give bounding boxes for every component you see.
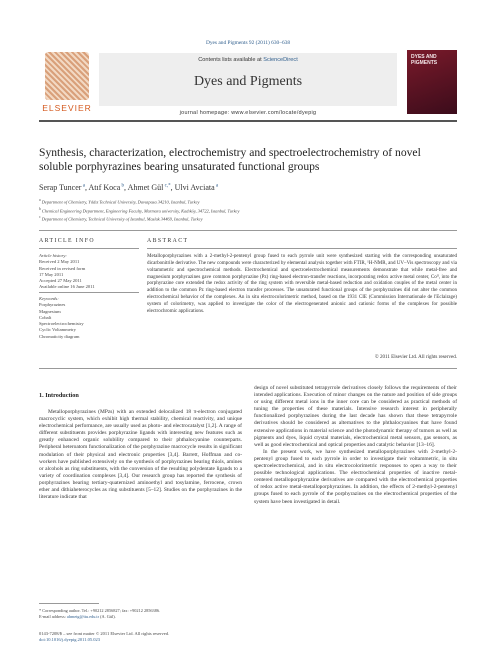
email-line — [39, 614, 242, 620]
author-name[interactable]: , Ulvi Avciata — [170, 183, 215, 192]
email-label: E-mail address: — [39, 614, 67, 619]
abstract-bottom-divider — [39, 368, 457, 369]
affiliation-text: Department of Chemistry, Yıldız Technical University, Davutpasa 34210, Istanbul, Turkey — [40, 199, 200, 205]
affiliation-mark: a — [39, 198, 41, 202]
title-divider — [39, 230, 457, 231]
journal-banner — [99, 53, 397, 106]
body-column-left — [39, 409, 242, 501]
author-affil-mark: b — [120, 183, 125, 189]
affiliation-mark: b — [39, 206, 41, 211]
author-name[interactable]: , Atıf Koca — [84, 183, 121, 192]
affiliation-mark: c — [39, 215, 41, 220]
history-line: Received in revised form — [39, 265, 86, 271]
article-history-heading: Article history: — [39, 253, 67, 258]
author-list — [39, 183, 457, 192]
header-divider — [39, 120, 457, 122]
affiliation-text: Chemical Engineering Department, Engineering Faculty, Marmara university, Kadıköy, 34722, Istanbul, Turkey — [40, 208, 240, 214]
journal-masthead — [39, 50, 457, 116]
elsevier-logo — [39, 50, 95, 116]
history-line: Available online 16 June 2011 — [39, 284, 95, 290]
keyword: Magnesium — [39, 308, 61, 314]
affiliation — [39, 197, 457, 206]
keywords — [39, 296, 139, 340]
section-heading: 1. Introduction — [39, 392, 79, 399]
body-paragraph: design of novel substituted tetrapyrrole derivatives closely follows the requirements of their intended applications. Execution of minor changes on the nature and position of side groups or using different metal ions in the inner core can be considered as practical methods of tuning the properties of these materials. Intensive research interest in peripherally functionalized porphyrazines during the last decade has shown that these tetrapyrrole derivatives should be considered as alternatives to the phthalocyanines that have found extensive applications in material science and the photodynamic therapy of tumors as well as pigments and dyes, liquid crystal materials, electrochemical metal sensors, gas sensors, as well as good electrochemical and optical properties and catalytic behavior [13–16]. — [254, 385, 457, 448]
issn-line: 0143-7208/$ – see front matter © 2011 Elsevier Ltd. All rights reserved. — [39, 631, 170, 636]
abstract-label: ABSTRACT — [147, 238, 189, 244]
author-name[interactable]: , Ahmet Gül — [124, 183, 164, 192]
contents-prefix: Contents lists available at — [198, 57, 264, 63]
article-info-divider — [39, 248, 139, 249]
author-affil-mark: a — [214, 183, 219, 189]
keyword: Porphyrazines — [39, 302, 66, 308]
affiliation — [39, 214, 457, 223]
body-paragraph: Metalloporphyrazines (MPzs) with an extended delocalized 18 π-electron conjugated macrocyclic system, which exhibit high thermal stability, chemical reactivity, and unique electrochemical performance, are usually used as photo- and electrocatalyst [1,2]. A range of different substituents provides porphyrazine ligands with interesting new features such as greatly enhanced organic solubility compared to their phthalocyanine counterparts. Peripheral heteroatom functionalization of the porphyrazine macrocycle results in significant modulation of their physical and electronic properties [3,4]. Barrett, Hoffman and co-workers have published extensively on the synthesis of porphyrazines bearing thiols, amines or alcohols as ring substituents, with the conversion of the resulting polydentate ligands to a variety of coordination complexes [3,4]. Our research group has reported the synthesis of porphyrazines bearing tertiary-quaternized aminoethyl and tosylamine, ferrocene, crown ether and dithiaheterocycles as ring substituents [5–12]. Studies on the porphyrazines in the literature indicate that — [39, 409, 242, 501]
publisher-name: ELSEVIER — [42, 103, 92, 113]
keyword: Spectroelectrochemistry — [39, 321, 84, 327]
elsevier-tree-icon — [45, 52, 89, 100]
journal-title: Dyes and Pigments — [193, 74, 303, 89]
abstract-copyright: © 2011 Elsevier Ltd. All rights reserved. — [374, 354, 457, 360]
body-column-right — [254, 385, 457, 506]
email-suffix: (A. Gül). — [99, 614, 116, 619]
corresponding-author-footnote — [39, 608, 242, 620]
body-paragraph: In the present work, we have synthesized metalloporphyrazines with 2-methyl-2-pentenyl group fused to each pyrrole in order to investigate their voltammetric, in situ spectroelectrochemical, and in situ electrocolorimetric responses to open a way to their possible technological applications. The electrochemical properties of inactive metal-centered metalloporphyrazine derivatives are compared with the electrochemical properties of redox active metal-metalloporphyrazines. In addition, the effects of 2-methyl-2-pentenyl groups fused to each pyrrole of the porphyrazines on the electrochemical properties of the system have been investigated in detail. — [254, 448, 457, 505]
author-affil-mark: c,* — [163, 183, 171, 189]
contents-availability — [99, 57, 397, 63]
article-history — [39, 253, 139, 291]
cover-title: DYES AND PIGMENTS — [411, 54, 438, 66]
author-affil-mark: a — [81, 183, 85, 189]
article-info-label: ARTICLE INFO — [39, 238, 95, 244]
affiliation — [39, 206, 457, 215]
keyword: Cobalt — [39, 314, 52, 320]
keywords-heading: Keywords: — [39, 296, 59, 301]
affiliation-text: Department of Chemistry, Technical University of Istanbul, Maslak 34469, Istanbul, Turkey — [40, 216, 203, 222]
paper-title: Synthesis, characterization, electrochemistry and spectroelectrochemistry of novel soluble porphyrazines bearing unsaturated functional groups — [39, 146, 421, 173]
history-line: Accepted 27 May 2011 — [39, 278, 82, 284]
history-line: 17 May 2011 — [39, 271, 64, 277]
journal-homepage-link[interactable]: journal homepage: www.elsevier.com/locate/dyepig — [179, 110, 317, 116]
journal-citation: Dyes and Pigments 92 (2011) 630–638 — [205, 40, 291, 46]
history-line: Received 2 May 2011 — [39, 259, 80, 265]
publication-meta — [39, 631, 339, 643]
journal-cover-image — [407, 50, 457, 114]
abstract-divider — [147, 248, 457, 249]
keyword: Chromaticity diagram — [39, 333, 80, 339]
footnote-divider — [39, 603, 99, 604]
author-name[interactable]: Serap Tuncer — [39, 183, 82, 192]
email-link[interactable]: ahmetg@itu.edu.tr — [66, 614, 100, 619]
keywords-divider — [39, 292, 139, 293]
sciencedirect-link[interactable]: ScienceDirect — [263, 57, 298, 63]
keyword: Cyclic Voltammetry — [39, 327, 76, 333]
affiliations — [39, 197, 457, 223]
abstract-text: Metalloporphyrazines with a 2-methyl-2-pentenyl group fused to each pyrrole unit were synthesized starting with the corresponding unsaturated dicarbonitrile derivative. The new compounds were characterized by elemental analysis together with FTIR, ¹H-NMR, and UV–Vis spectroscopy and via voltammetric and spectrochemical methods. Electrochemical and spectroelectrochemical measurements demonstrate that while metal-free and magnesium porphyrazines gave common porphyrazine (Pz) ring-based electron-transfer reactions, incorporating redox active metal center, Coᴵᴵ, into the porphyrazine core extended the redox activity of the ring system with reversible metal-based reduction and oxidation couples of the metal center in addition to the common Pz ring-based electron transfer processes. The unsaturated functional groups of the porphyrazines did not alter the common electrochemical behavior of the complexes. An in situ electrocolorimetric method, based on the 1931 CIE (Commission Internationale de l'Eclairage) system of colorimetry, was applied to investigate the color of the electrogenerated anionic and cationic forms of the complexes for possible electrochromic applications. — [147, 253, 457, 314]
corresponding-author-line: * Corresponding author. Tel.: +90212 2856827; fax: +90212 2856386. — [39, 608, 161, 613]
doi-link[interactable]: doi:10.1016/j.dyepig.2011.05.023 — [39, 637, 100, 642]
